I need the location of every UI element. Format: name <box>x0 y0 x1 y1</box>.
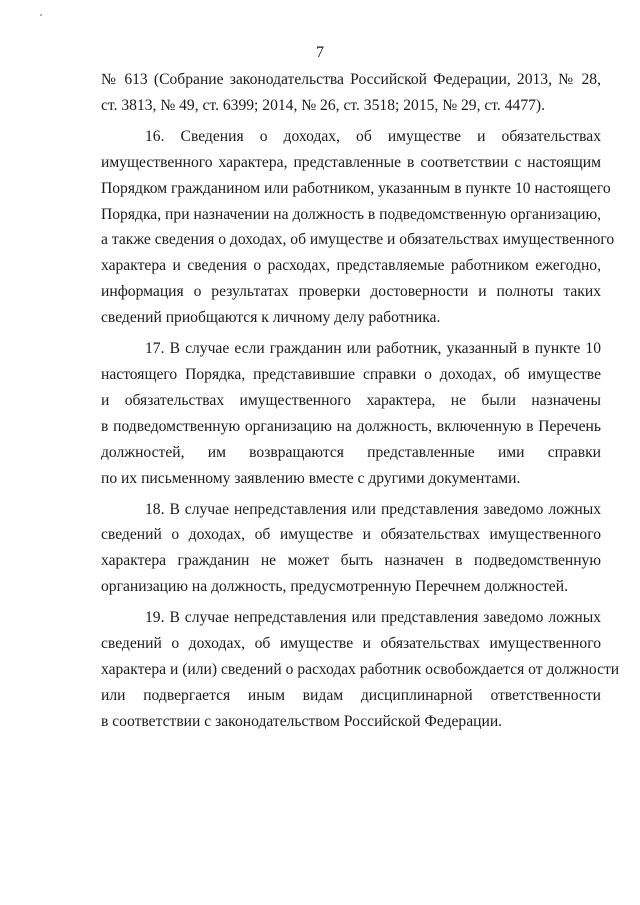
text-line: настоящего Порядка, представившие справки о доходах, об имуществе <box>101 365 601 383</box>
text-line: сведений приобщаются к личному делу работника. <box>101 309 441 327</box>
paragraph-item-17 <box>101 336 601 491</box>
text-line: характера и (или) сведений о расходах работник освобождается от должности <box>101 660 620 678</box>
text-line: по их письменному заявлению вместе с другими документами. <box>101 469 521 487</box>
text-line: Порядка, при назначении на должность в подведомственную организацию, <box>101 205 601 223</box>
text-line: сведений о доходах, об имуществе и обязательствах имущественного <box>101 635 601 653</box>
paragraph-item-19 <box>101 605 620 735</box>
text-line: информация о результатах проверки достоверности и полноты таких <box>101 283 601 301</box>
text-line: должностей, им возвращаются представленные ими справки <box>101 443 601 461</box>
scan-speck <box>40 14 42 16</box>
text-line: в соответствии с законодательством Российской Федерации. <box>101 712 503 730</box>
text-line: ст. 3813, № 49, ст. 6399; 2014, № 26, ст. 3518; 2015, № 29, ст. 4477). <box>101 96 546 114</box>
text-line: 19. В случае непредставления или представления заведомо ложных <box>145 609 601 627</box>
text-line: а также сведения о доходах, об имуществе и обязательствах имущественного <box>101 231 615 249</box>
text-line: характера гражданин не может быть назначен в подведомственную <box>101 552 601 570</box>
text-line: и обязательствах имущественного характера, не были назначены <box>101 391 601 409</box>
text-line: 17. В случае если гражданин или работник, указанный в пункте 10 <box>145 340 601 358</box>
text-line: в подведомственную организацию на должность, включенную в Перечень <box>101 417 601 435</box>
text-line: организацию на должность, предусмотренную Перечнем должностей. <box>101 578 568 596</box>
text-line: сведений о доходах, об имуществе и обязательствах имущественного <box>101 526 601 544</box>
document-body <box>101 67 620 735</box>
text-line: 16. Сведения о доходах, об имуществе и обязательствах <box>145 127 601 145</box>
paragraph-item-18 <box>101 497 601 601</box>
text-line: характера и сведения о расходах, представляемые работником ежегодно, <box>101 257 601 275</box>
text-line: или подвергается иным видам дисциплинарной ответственности <box>101 686 601 704</box>
paragraph-item-16 <box>101 124 615 331</box>
text-line: № 613 (Собрание законодательства Российской Федерации, 2013, № 28, <box>101 71 601 88</box>
paragraph-continuation <box>101 67 601 119</box>
text-line: Порядком гражданином или работником, указанным в пункте 10 настоящего <box>101 179 611 197</box>
text-line: 18. В случае непредставления или представления заведомо ложных <box>145 500 601 518</box>
text-line: имущественного характера, представленные в соответствии с настоящим <box>101 153 601 171</box>
page-number: 7 <box>316 44 324 61</box>
